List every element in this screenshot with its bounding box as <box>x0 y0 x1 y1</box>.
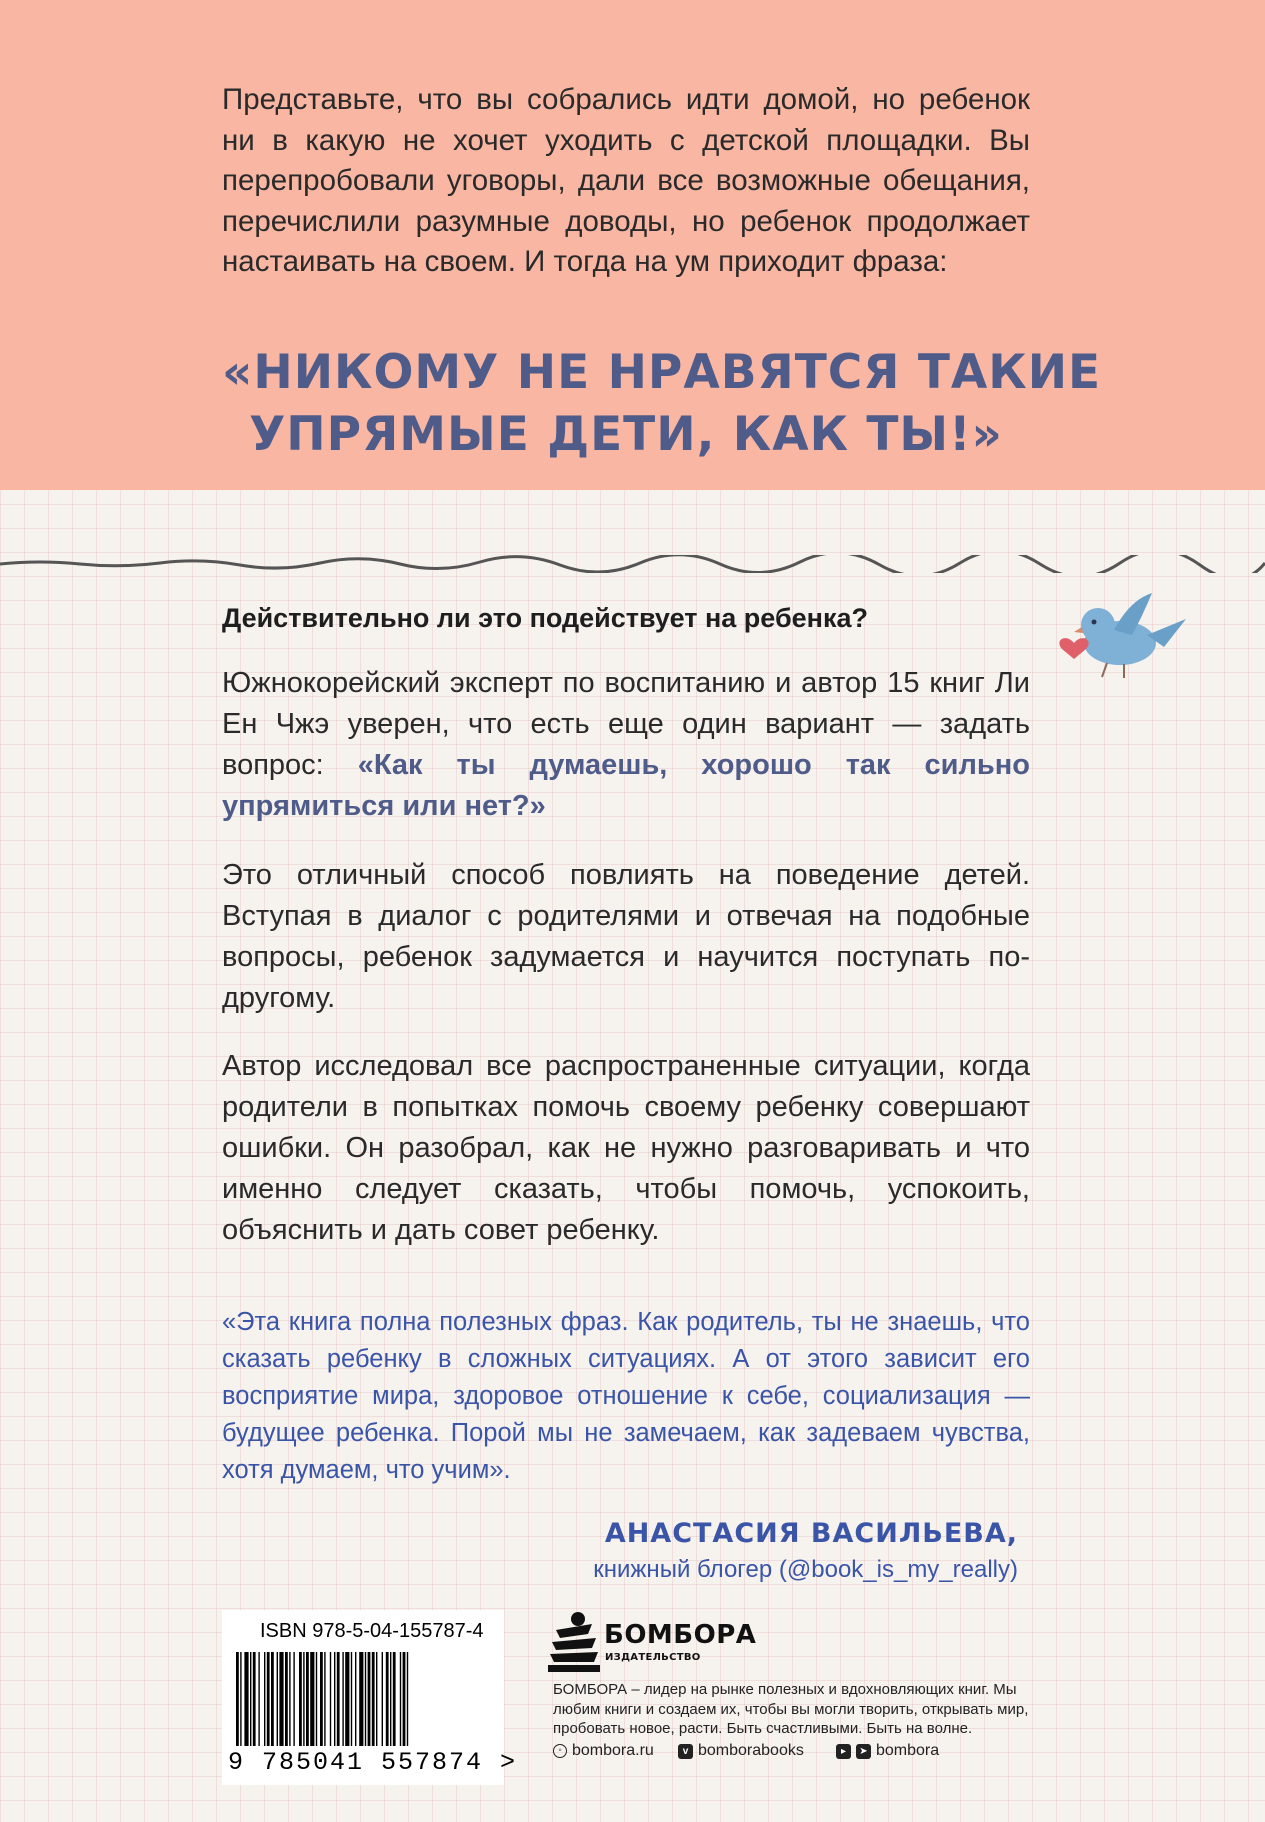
telegram-icon: ➤ <box>856 1744 871 1759</box>
globe-icon: ◦ <box>553 1744 567 1758</box>
question-heading: Действительно ли это подействует на ребенка? <box>222 603 868 633</box>
link-website-label: bombora.ru <box>572 1742 654 1759</box>
barcode-bar <box>289 1652 290 1746</box>
barcode-bar <box>250 1652 251 1746</box>
bombora-logo-icon <box>548 1610 600 1672</box>
paragraph-1-text: Южнокорейский эксперт по воспитанию и автор 15 книг Ли Ен Чжэ уверен, что есть еще один вариант — задать вопрос: <box>222 667 1030 781</box>
barcode-bar <box>240 1652 241 1746</box>
publisher-about: БОМБОРА – лидер на рынке полезных и вдохновляющих книг. Мы любим книги и создаем их, чтобы вы могли творить, открывать мир, пробовать новое, расти. Быть счастливыми. Быть на волне. <box>553 1681 1029 1737</box>
barcode-bar <box>390 1652 391 1746</box>
barcode-bar <box>372 1652 375 1746</box>
review-author: АНАСТАСИЯ ВАСИЛЬЕВА, <box>604 1518 1018 1549</box>
barcode-bar <box>253 1652 256 1746</box>
paragraph-1-accent-quote: «Как ты думаешь, хорошо так сильно упрямиться или нет?» <box>222 749 1030 822</box>
barcode-bar <box>400 1652 401 1746</box>
barcode-bar <box>310 1652 314 1746</box>
headline-line-1: «НИКОМУ НЕ НРАВЯТСЯ ТАКИЕ <box>222 345 1102 400</box>
barcode-bar <box>267 1652 270 1746</box>
barcode-bar <box>293 1652 294 1746</box>
barcode-bar <box>355 1652 356 1746</box>
barcode-bar <box>320 1652 323 1746</box>
barcode-bar <box>365 1652 366 1746</box>
link-website[interactable] <box>553 1742 654 1760</box>
barcode-bar <box>351 1652 352 1746</box>
barcode-number: 9 785041 557874 > <box>228 1748 518 1777</box>
barcode-bar <box>244 1652 248 1746</box>
barcode-bar <box>376 1652 377 1746</box>
barcode-bar <box>368 1652 371 1746</box>
barcode-bar <box>285 1652 288 1746</box>
torn-edge-divider <box>0 555 1265 573</box>
barcode-bar <box>258 1652 259 1746</box>
publisher-name: БОМБОРА <box>604 1620 757 1650</box>
barcode-bar <box>386 1652 389 1746</box>
body-paragraph-1 <box>222 663 1030 827</box>
link-vk-label: bomborabooks <box>698 1742 804 1759</box>
link-social-label: bombora <box>876 1742 940 1759</box>
barcode-bar <box>299 1652 302 1746</box>
youtube-icon: ▸ <box>836 1744 851 1759</box>
review-author-role: книжный блогер (@book_is_my_really) <box>593 1556 1018 1583</box>
barcode-bar <box>334 1652 335 1746</box>
barcode-bar <box>403 1652 406 1746</box>
barcode-bar <box>393 1652 396 1746</box>
barcode-bar <box>359 1652 363 1746</box>
barcode-bar <box>345 1652 349 1746</box>
barcode-bar <box>271 1652 274 1746</box>
link-social[interactable] <box>836 1742 939 1760</box>
headline-line-2: УПРЯМЫЕ ДЕТИ, КАК ТЫ!» <box>249 407 1003 462</box>
link-vk[interactable] <box>678 1742 804 1760</box>
barcode-bar <box>324 1652 325 1746</box>
barcode-bar <box>279 1652 283 1746</box>
publisher-subtitle: ИЗДАТЕЛЬСТВО <box>605 1652 701 1663</box>
review-quote: «Эта книга полна полезных фраз. Как родитель, ты не знаешь, что сказать ребенку в сложных ситуациях. А от этого зависит его восприятие мира, здоровое отношение к себе, социализация — будущее ребенка. Порой мы не замечаем, как задеваем чувства, хотя думаем, что учим». <box>222 1308 1030 1484</box>
barcode-bar <box>303 1652 304 1746</box>
barcode-bar <box>382 1652 383 1746</box>
bird-with-heart-icon <box>1052 585 1192 695</box>
body-paragraph-3: Автор исследовал все распространенные ситуации, когда родители в попытках помочь своему ребенку совершают ошибки. Он разобрал, как не нужно разговаривать и что именно следует сказать, чтобы помочь, успокоить, объяснить и дать совет ребенку. <box>222 1050 1030 1246</box>
barcode-bar <box>407 1652 408 1746</box>
barcode-bars <box>236 1652 488 1746</box>
barcode-bar <box>236 1652 239 1746</box>
barcode-block <box>222 1610 518 1785</box>
vk-icon: v <box>678 1744 693 1759</box>
body-paragraph-2: Это отличный способ повлиять на поведение детей. Вступая в диалог с родителями и отвечая на подобные вопросы, ребенок задумается и научится поступать по-другому. <box>222 859 1030 1014</box>
barcode-bar <box>277 1652 278 1746</box>
barcode-bar <box>342 1652 343 1746</box>
isbn-label: ISBN 978-5-04-155787-4 <box>260 1620 484 1642</box>
barcode-bar <box>264 1652 265 1746</box>
barcode-bar <box>306 1652 309 1746</box>
intro-paragraph: Представьте, что вы собрались идти домой, но ребенок ни в какую не хочет уходить с детской площадки. Вы перепробовали уговоры, дали все возможные обещания, перечислили разумные доводы, но ребенок продолжает настаивать на своем. И тогда на ум приходит фраза: <box>222 83 1030 278</box>
barcode-bar <box>330 1652 331 1746</box>
barcode-bar <box>337 1652 340 1746</box>
barcode-bar <box>316 1652 317 1746</box>
headline-quote <box>222 342 1102 466</box>
